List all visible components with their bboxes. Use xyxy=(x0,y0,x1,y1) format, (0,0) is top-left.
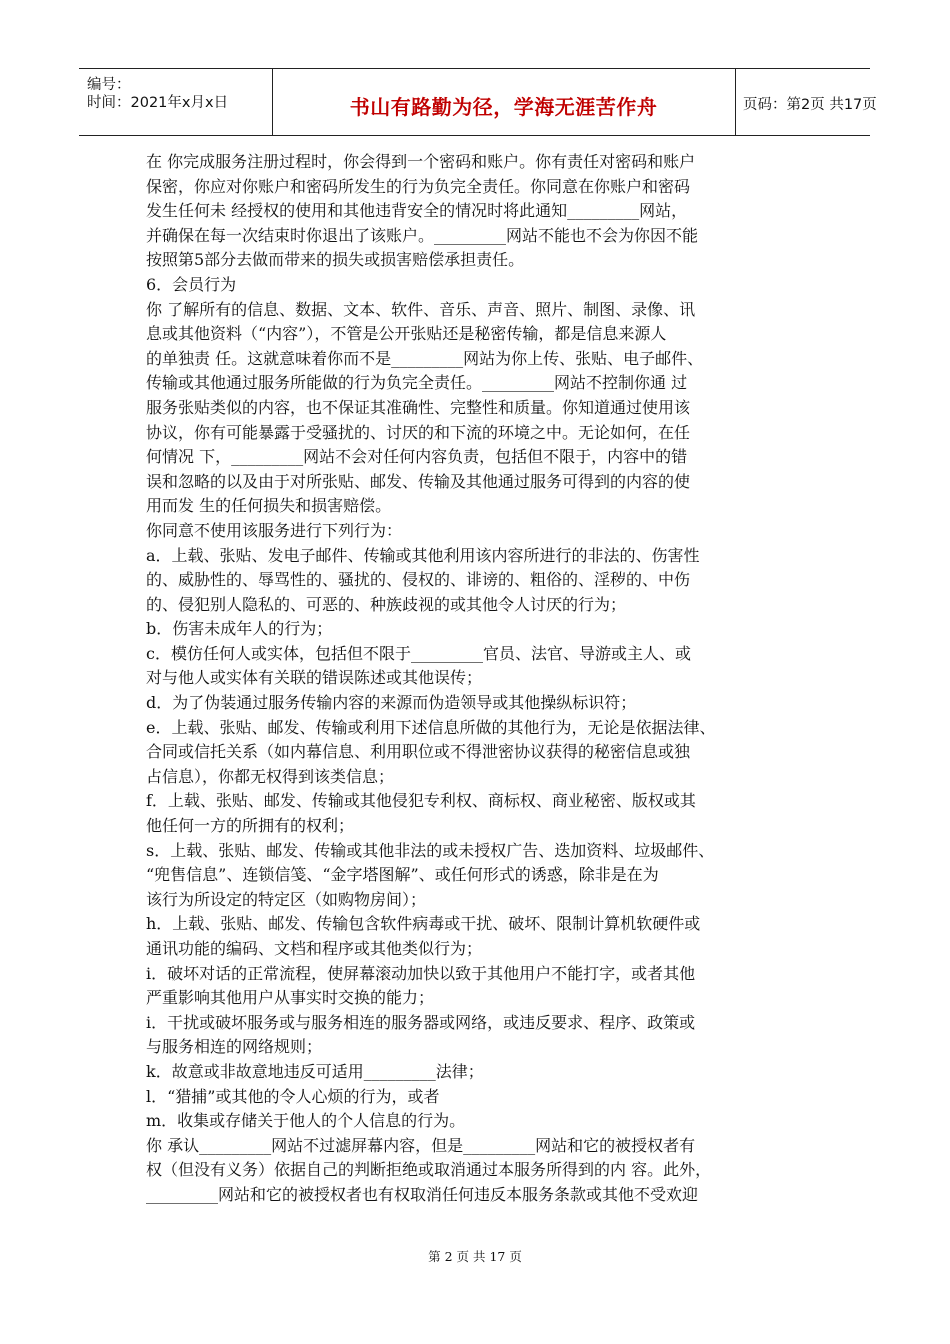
header-page-cell xyxy=(735,69,877,135)
header-info-cell xyxy=(79,69,273,135)
date-label: 时间：2021年x月x日 xyxy=(87,95,229,111)
body-line: 的单独责 任。这就意味着你而不是_________网站为你上传、张贴、电子邮件、 xyxy=(146,348,704,368)
body-line: m．收集或存储关于他人的个人信息的行为。 xyxy=(146,1111,466,1131)
body-line: “兜售信息”、连锁信笺、“金字塔图解”、或任何形式的诱惑，除非是在为 xyxy=(146,865,659,885)
body-line: 权（但没有义务）依据自己的判断拒绝或取消通过本服务所得到的内 容。此外， xyxy=(146,1160,712,1180)
body-line: 通讯功能的编码、文档和程序或其他类似行为； xyxy=(146,939,483,958)
page-footer: 第 2 页 共 17 页 xyxy=(428,1249,522,1264)
body-line: 服务张贴类似的内容，也不保证其准确性、完整性和质量。你知道通过使用该 xyxy=(146,397,691,417)
body-line: 严重影响其他用户从事实时交换的能力； xyxy=(146,988,435,1008)
body-line: 6．会员行为 xyxy=(146,274,237,294)
body-line: 你 承认_________网站不过滤屏幕内容，但是_________网站和它的被授权者有 xyxy=(146,1135,696,1155)
body-line: 该行为所设定的特定区（如购物房间）； xyxy=(146,889,427,909)
body-line: 协议，你有可能暴露于受骚扰的、讨厌的和下流的环境之中。无论如何，在任 xyxy=(146,422,691,442)
body-line: c．模仿任何人或实体，包括但不限于_________官员、法官、导游或主人、或 xyxy=(146,643,691,663)
body-line: 的、侵犯别人隐私的、可恶的、种族歧视的或其他令人讨厌的行为； xyxy=(146,594,627,614)
header-motto-cell xyxy=(272,69,736,135)
body-line: 合同或信托关系（如内幕信息、利用职位或不得泄密协议获得的秘密信息或独 xyxy=(146,742,691,762)
body-line: 误和忽略的以及由于对所张贴、邮发、传输及其他通过服务可得到的内容的使 xyxy=(146,471,691,491)
body-line: 保密，你应对你账户和密码所发生的行为负完全责任。你同意在你账户和密码 xyxy=(146,176,691,196)
motto-text: 书山有路勤为径，学海无涯苦作舟 xyxy=(349,95,658,119)
body-line: i．破坏对话的正常流程，使屏幕滚动加快以致于其他用户不能打字，或者其他 xyxy=(146,963,696,983)
body-line: 占信息），你都无权得到该类信息； xyxy=(146,766,395,786)
body-line: b．伤害未成年人的行为； xyxy=(146,619,333,639)
body-line: f．上载、张贴、邮发、传输或其他侵犯专利权、商标权、商业秘密、版权或其 xyxy=(146,791,696,811)
body-line: 传输或其他通过服务所能做的行为负完全责任。_________网站不控制你通 过 xyxy=(146,373,688,393)
body-line: l．“猎捕”或其他的令人心烦的行为，或者 xyxy=(146,1086,440,1106)
body-line: 按照第5部分去做而带来的损失或损害赔偿承担责任。 xyxy=(146,250,525,270)
body-line: 发生任何未 经授权的使用和其他违背安全的情况时将此通知_________网站， xyxy=(146,201,688,221)
code-label: 编号： xyxy=(87,77,131,93)
body-line: s．上载、张贴、邮发、传输或其他非法的或未授权广告、迭加资料、垃圾邮件、 xyxy=(146,840,715,860)
body-line: 他任何一方的所拥有的权利； xyxy=(146,816,355,836)
body-line: 用而发 生的任何损失和损害赔偿。 xyxy=(146,496,392,516)
body-line: 对与他人或实体有关联的错误陈述或其他误传； xyxy=(146,668,483,688)
body-line: d．为了伪装通过服务传输内容的来源而伪造领导或其他操纵标识符； xyxy=(146,693,637,713)
body-line: 你同意不使用该服务进行下列行为： xyxy=(146,520,403,540)
body-line: k．故意或非故意地违反可适用_________法律； xyxy=(146,1061,484,1081)
body-line: e．上载、张贴、邮发、传输或利用下述信息所做的其他行为，无论是依据法律、 xyxy=(146,717,716,737)
body-line: 息或其他资料（“内容”），不管是公开张贴还是秘密传输，都是信息来源人 xyxy=(146,324,667,344)
page-header xyxy=(79,68,877,136)
body-line: 在 你完成服务注册过程时，你会得到一个密码和账户。你有责任对密码和账户 xyxy=(146,152,696,171)
body-line: 与服务相连的网络规则； xyxy=(146,1037,323,1057)
body-line: 的、威胁性的、辱骂性的、骚扰的、侵权的、诽谤的、粗俗的、淫秽的、中伤 xyxy=(146,570,691,590)
body-line: 并确保在每一次结束时你退出了该账户。_________网站不能也不会为你因不能 xyxy=(146,225,699,245)
body-line: i．干扰或破坏服务或与服务相连的服务器或网络，或违反要求、程序、政策或 xyxy=(146,1012,696,1032)
body-line: h．上载、张贴、邮发、传输包含软件病毒或干扰、破坏、限制计算机软硬件或 xyxy=(146,914,701,934)
body-line: 何情况 下，_________网站不会对任何内容负责，包括但不限于，内容中的错 xyxy=(146,447,688,467)
body-line: _________网站和它的被授权者也有权取消任何违反本服务条款或其他不受欢迎 xyxy=(146,1184,699,1204)
page-number-label: 页码：第2页 共17页 xyxy=(743,97,877,113)
body-line: a．上载、张贴、发电子邮件、传输或其他利用该内容所进行的非法的、伤害性 xyxy=(146,545,700,565)
document-body xyxy=(146,150,816,1208)
body-line: 你 了解所有的信息、数据、文本、软件、音乐、声音、照片、制图、录像、讯 xyxy=(146,299,696,319)
